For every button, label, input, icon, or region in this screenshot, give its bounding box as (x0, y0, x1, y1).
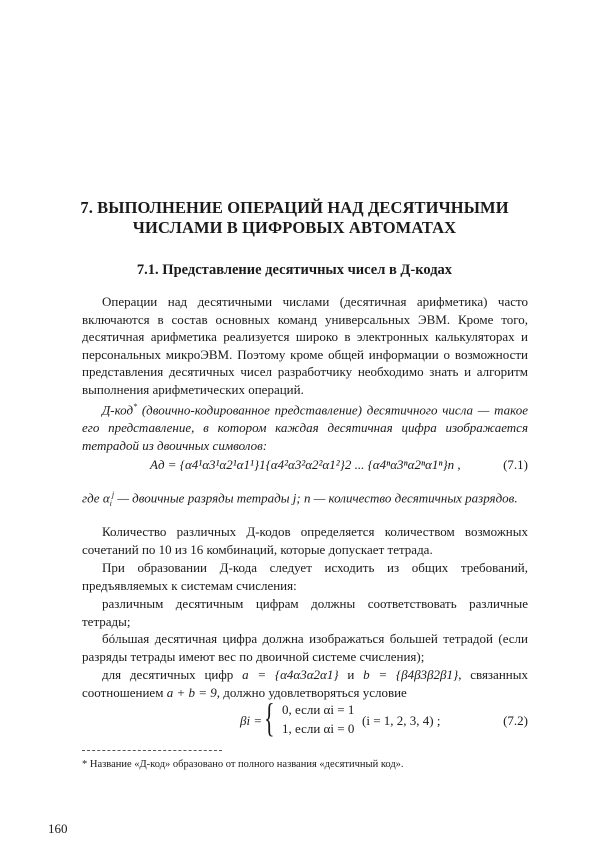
paragraph-text: При образовании Д-кода следует исходить из общих требований, предъявляемых к системам счисления: (82, 560, 528, 593)
footnote-divider (82, 750, 222, 751)
chapter-title-line-1: 7. ВЫПОЛНЕНИЕ ОПЕРАЦИЙ НАД ДЕСЯТИЧНЫМИ (80, 198, 509, 217)
paragraph-where: где $\alpha_i^j$ — двоичные разряды тетрады j; n — количество десятичных разрядов. (82, 490, 518, 508)
left-brace-icon: { (264, 695, 275, 740)
paragraph-text: Операции над десятичными числами (десятичная арифметика) часто включаются в состав основных команд универсальных ЭВМ. Кроме того, десятичная арифметика реализуется широко в электронных калькуляторах и персональных микроЭВМ. Поэтому кроме общей информации о возможности представления десятичных чисел разработчику необходимо знать и алгоритм выполнения арифметических операций. (82, 294, 528, 397)
inline-relation: a + b = 9 (166, 684, 217, 700)
formula-7-1-expression: Aд = {α4¹α3¹α2¹α1¹}1{α4²α3²α2²α1²}2 ... {α4ⁿα3ⁿα2ⁿα1ⁿ}n , (150, 457, 461, 472)
formula-7-2-number: (7.2) (503, 713, 528, 728)
paragraph-requirements (82, 559, 528, 594)
formula-7-2-case-2: 1, если αi = 0 (282, 721, 355, 736)
paragraph-definition: Д-код* (двоично-кодированное представление) десятичного числа — такое его представление, в котором каждая десятичная цифра изображается тетрадой из двоичных символов: (82, 402, 528, 453)
paragraph-rule-2 (82, 630, 528, 665)
formula-7-2-condition: (i = 1, 2, 3, 4) ; (362, 713, 441, 728)
definition-text: (двоично-кодированное представление) десятичного числа — такое его представление, в котором каждая десятичная цифра изображается тетрадой из двоичных символов: (82, 402, 528, 453)
formula-7-1-number: (7.1) (503, 457, 528, 472)
page-number: 160 (48, 821, 68, 836)
inline-b-expr: b = {β4β3β2β1} (363, 667, 459, 682)
paragraph-text: бóльшая десятичная цифра должна изображаться большей тетрадой (если разряды тетрады имеют вес по двоичной системе счисления); (82, 631, 528, 664)
paragraph-rule-3: для десятичных цифр a = {α4α3α2α1} и b = {β4β3β2β1}, связанных соотношением a + b = 9, должно удовлетворяться условие (82, 667, 528, 700)
chapter-title (60, 198, 529, 238)
formula-7-2 (82, 695, 528, 742)
term-dcode: Д-код (102, 402, 134, 418)
section-title: 7.1. Представление десятичных чисел в Д-кодах (136, 262, 453, 278)
inline-a-expr: a = {α4α3α2α1} (242, 667, 339, 682)
formula-7-2-lhs: βi = (240, 713, 263, 728)
where-label: где α (82, 490, 110, 506)
paragraph-intro (82, 293, 528, 399)
chapter-title-line-2: ЧИСЛАМИ В ЦИФРОВЫХ АВТОМАТАХ (132, 218, 457, 237)
paragraph-combinations (82, 523, 528, 558)
paragraph-text: Количество различных Д-кодов определяется количеством возможных сочетаний по 10 из 16 комбинаций, которые допускает тетрада. (82, 524, 528, 557)
paragraph-rule-1 (82, 595, 528, 630)
footnote: * Название «Д-код» образовано от полного названия «десятичный код». (82, 759, 404, 770)
paragraph-text: различным десятичным цифрам должны соответствовать различные тетрады; (82, 596, 528, 629)
formula-7-2-case-1: 0, если αi = 1 (282, 702, 355, 717)
where-text: — двоичные разряды тетрады j; n — количество десятичных разрядов. (114, 490, 518, 506)
